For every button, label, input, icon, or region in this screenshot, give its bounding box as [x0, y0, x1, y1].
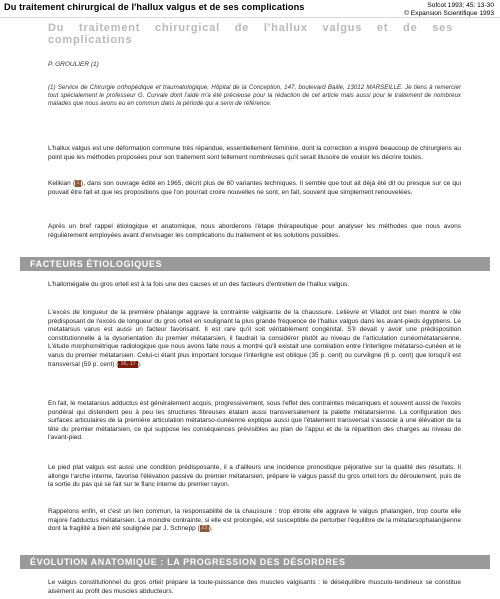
section-heading: [20, 555, 490, 569]
article-author: P. GROULIER (1): [48, 61, 99, 68]
reference-link[interactable]: 16, 17: [120, 360, 136, 367]
section-title: FACTEURS ÉTIOLOGIQUES: [30, 259, 163, 269]
paragraph: Le valgus constitutionnel du gros orteil prépare la toute-puissance des muscles valgisants : le déséquilibre musculo-tendineux se constitue aisément au profit des muscles abducteurs.: [48, 579, 461, 595]
document-header: [0, 0, 500, 20]
paragraph: [48, 508, 461, 534]
section-heading: [20, 257, 490, 271]
citation-reference: [404, 2, 494, 18]
paragraph-text: L'excès de longueur de la première phalange aggrave la contrainte valgisante de la chaussure. Lelièvre et Viladot ont bien montré le rôle prédisposant de l'excès de longueur du gros orteil en soulignant la plus grande fréquence de l'hallux valgus dans les avant-pieds égyptiens. Le metatarsus varus est aussi un facteur favorisant. Il est rare qu'il soit véritablement congénital. S'il devait y avoir une prédisposition constitutionnelle à la dysorientation du premier métatarsien, il faudrait la considérer plutôt au niveau de l'articulation cunéométatarsienne. L'étude morphométrique radiologique que nous avons faite nous a montré qu'il existait une corrélation entre l'interligne métatarso-cunéen et le varus du premier métatarsien. Celui-ci étant plus important lorsque l'interligne est oblique (35 p. cent) ou curviligne (6 p. cent) que lorsqu'il est transversal (59 p. cent) (: [48, 309, 461, 368]
paragraph: L'hallomégalie du gros orteil est à la fois une des causes et un des facteurs d'entretien de l'hallux valgus.: [48, 281, 350, 288]
paragraph-text: ).: [137, 360, 142, 368]
copyright-line: © Expansion Scientifique 1993: [404, 10, 494, 17]
paragraph: [48, 309, 461, 369]
paragraph-text: Kelikian (: [48, 180, 76, 188]
section-title: ÉVOLUTION ANATOMIQUE : LA PROGRESSION DES DÉSORDRES: [30, 557, 346, 567]
document-running-title: Du traitement chirurgical de l'hallux valgus et de ses complications: [4, 2, 305, 12]
paragraph: Après un bref rappel étiologique et anatomique, nous aborderons l'étape thérapeutique pour analyser les méthodes que nous avons régulièrement employées avant d'envisager les complications du traitement et les solutions possibles.: [48, 223, 461, 239]
paragraph-text: Rappelons enfin, et c'est un lien commun, la responsabilité de la chaussure : trop étroite elle aggrave le valgus phalangien, trop courte elle majore l'adductus métatarsien. La moindre contrainte, si elle est prolongée, est susceptible de perturber l'équilibre de la métatarsophalangienne dont la fragilité a bien été soulignée par J. Schnepp (: [48, 508, 461, 533]
reference-link[interactable]: 1: [76, 180, 80, 186]
paragraph: L'hallux valgus est une déformation commune très répandue, essentiellement féminine, dont la correction a inspiré beaucoup de chirurgiens au point que les méthodes proposées pour son traitement sont tellement nombreuses qu'il serait illusoire de vouloir les décrire toutes.: [48, 145, 461, 161]
paragraph-text: ), dans son ouvrage édité en 1965, décrit plus de 60 variantes techniques. Il semble que tout ait déjà été dit ou presque sur ce qui pouvait être fait et que les propositions que l'on pourrait croire nouvelles ne sont, en fait, souvent que simplement renouvelées.: [48, 180, 462, 196]
paragraph: [48, 180, 461, 197]
header-divider: [0, 17, 500, 18]
author-affiliation: (1) Service de Chirurgie orthopédique et traumatologique, Hôpital de la Conception, 147, boulevard Baille, 13012 MARSEILLE. Je tiens à remercier tout spécialement le professeur G. Curvale dont l'aide m'a été précieuse pour la rédaction de cet article mais aussi pour le traitement de nombreux malades que nous avons eu en commun dans la période qui a servi de référence.: [48, 84, 461, 107]
article-title: Du traitement chirurgical de l'hallux valgus et de ses complications: [48, 22, 453, 46]
journal-citation: Sofcot 1993; 45: 13-30: [427, 2, 494, 9]
paragraph: En fait, le metatarsus adductus est généralement acquis, progressivement, sous l'effet des contraintes mécaniques et souvent aussi de l'excès pondéral qui distendent peu à peu les structures fibreuses étalant aussi transversalement la palette métatarsienne. La configuration des surfaces articulaires de la première articulation métatarso-cunéenne explique aussi que l'étalement transversal s'associe à une élévation de la tête du premier métatarsien, ce qui suppose les conséquences prévisibles au plan de l'appui et de la répartition des charges au niveau de l'avant-pied.: [48, 400, 461, 442]
reference-link[interactable]: 23: [201, 525, 208, 532]
paragraph-text: ).: [208, 525, 213, 533]
paragraph: Le pied plat valgus est aussi une condition prédisposante, il a d'ailleurs une incidence pronostique péjorative sur la qualité des résultats. Il allonge l'arche interne, favorise l'élévation passive du premier métatarsien, prépare le valgus passif du gros orteil lors du déroulement, puis de la sortie du pas qui se fait sur le flanc interne du premier rayon.: [48, 464, 461, 489]
